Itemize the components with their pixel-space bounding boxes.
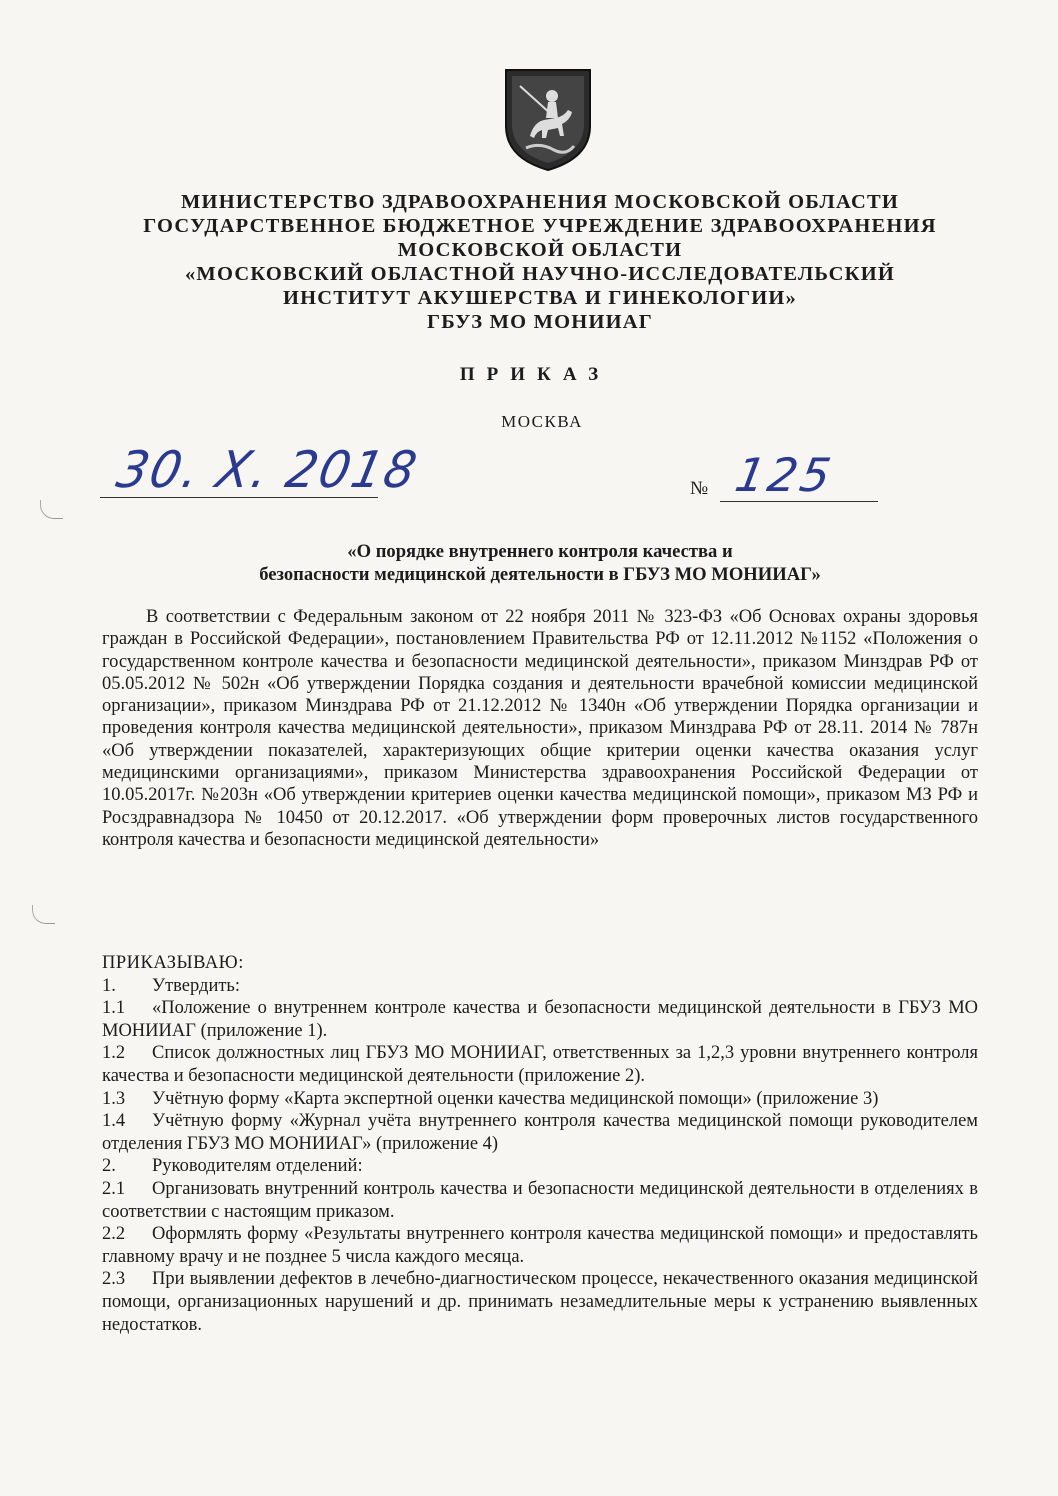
item-number: 2.2: [102, 1224, 126, 1245]
handwritten-date: 30. X. 2018: [111, 440, 424, 500]
header-line: ГОСУДАРСТВЕННОЕ БЮДЖЕТНОЕ УЧРЕЖДЕНИЕ ЗДРАВООХРАНЕНИЯ: [143, 215, 937, 237]
header-line: ИНСТИТУТ АКУШЕРСТВА И ГИНЕКОЛОГИИ»: [282, 287, 798, 309]
item-number: 2.: [102, 1156, 116, 1177]
item-number: 2.1: [102, 1178, 126, 1199]
order-items: [102, 952, 978, 1336]
item-text: Оформлять форму «Результаты внутреннего контроля качества медицинской помощи» и предоставлять главному врачу и не позднее 5 числа каждого месяца.: [102, 1224, 978, 1267]
item-text: Список должностных лиц ГБУЗ МО МОНИИАГ, ответственных за 1,2,3 уровни внутреннего контроля качества и безопасности медицинской деятельности (приложение 2).: [102, 1043, 978, 1086]
number-label: №: [690, 478, 709, 499]
item-number: 1.4: [102, 1111, 126, 1132]
list-item: [102, 1268, 978, 1336]
header-line: МОСКОВСКОЙ ОБЛАСТИ: [397, 239, 683, 261]
list-item: [102, 1088, 978, 1111]
list-item: [102, 997, 978, 1042]
list-item: [102, 1110, 978, 1155]
item-number: 1.3: [102, 1088, 126, 1109]
punch-hole-mark: [32, 905, 55, 924]
header-line: «МОСКОВСКИЙ ОБЛАСТНОЙ НАУЧНО-ИССЛЕДОВАТЕЛЬСКИЙ: [184, 263, 896, 285]
item-text: «Положение о внутреннем контроле качества и безопасности медицинской деятельности в ГБУЗ МО МОНИИАГ (приложение 1).: [102, 998, 978, 1041]
header-line: МИНИСТЕРСТВО ЗДРАВООХРАНЕНИЯ МОСКОВСКОЙ ОБЛАСТИ: [181, 191, 899, 213]
item-text: Учётную форму «Карта экспертной оценки качества медицинской помощи» (приложение 3): [152, 1088, 879, 1109]
order-subject: [100, 540, 980, 586]
list-item: [102, 1223, 978, 1268]
list-item: [102, 1155, 978, 1178]
preamble-text: В соответствии с Федеральным законом от 22 ноября 2011 № 323-ФЗ «Об Основах охраны здоровья граждан в Российской Федерации», постановлением Правительства РФ от 12.11.2012 №1152 «Положения о государственном контроле качества и безопасности медицинской деятельности», приказом Минздрав РФ от 05.05.2012 № 502н «Об утверждении Порядка создания и деятельности врачебной комиссии медицинской организации», приказом Минздрава РФ от 21.12.2012 № 1340н «Об утверждении Порядка организации и проведения контроля качества медицинской деятельности», приказом Минздрава РФ от 28.11. 2014 № 787н «Об утверждении показателей, характеризующих общие критерии оценки качества оказания услуг медицинскими организациями», приказом Министерства здравоохранения Российской Федерации от 10.05.2017г. №203н «Об утверждении критериев оценки качества медицинской помощи», приказом МЗ РФ и Росздравнадзора № 10450 от 20.12.2017. «Об утверждении форм проверочных листов государственного контроля качества и безопасности медицинской деятельности»: [102, 607, 978, 850]
preamble: [102, 606, 978, 851]
item-text: Руководителям отделений:: [152, 1156, 363, 1177]
city: МОСКВА: [501, 412, 583, 431]
punch-hole-mark: [40, 500, 63, 519]
subject-line: «О порядке внутреннего контроля качества и: [347, 541, 733, 562]
item-number: 2.3: [102, 1269, 126, 1290]
organization-header: [100, 190, 980, 334]
date-underline: [100, 497, 378, 498]
list-item: [102, 975, 978, 998]
item-text: Организовать внутренний контроль качества и безопасности медицинской деятельности в отделениях в соответствии с настоящим приказом.: [102, 1178, 978, 1222]
item-number: 1.1: [102, 998, 126, 1019]
order-title: ПРИКАЗ: [459, 364, 611, 385]
item-text: Утвердить:: [152, 975, 241, 996]
item-text: При выявлении дефектов в лечебно-диагностическом процессе, некачественного оказания медицинской помощи, организационных нарушений и др. принимать незамедлительные меры к устранению выявленных недостатков.: [102, 1269, 978, 1335]
number-underline: [720, 501, 878, 502]
command-heading: ПРИКАЗЫВАЮ:: [102, 953, 244, 973]
list-item: [102, 1042, 978, 1087]
item-number: 1.: [102, 975, 116, 996]
list-item: [102, 1178, 978, 1223]
handwritten-number: 125: [731, 448, 838, 502]
item-number: 1.2: [102, 1043, 126, 1064]
header-line: ГБУЗ МО МОНИИАГ: [427, 311, 653, 333]
subject-line: безопасности медицинской деятельности в ГБУЗ МО МОНИИАГ»: [259, 564, 821, 585]
item-text: Учётную форму «Журнал учёта внутреннего контроля качества медицинской помощи руководителем отделения ГБУЗ МО МОНИИАГ» (приложение 4): [102, 1111, 978, 1154]
coat-of-arms-icon: [500, 66, 596, 172]
